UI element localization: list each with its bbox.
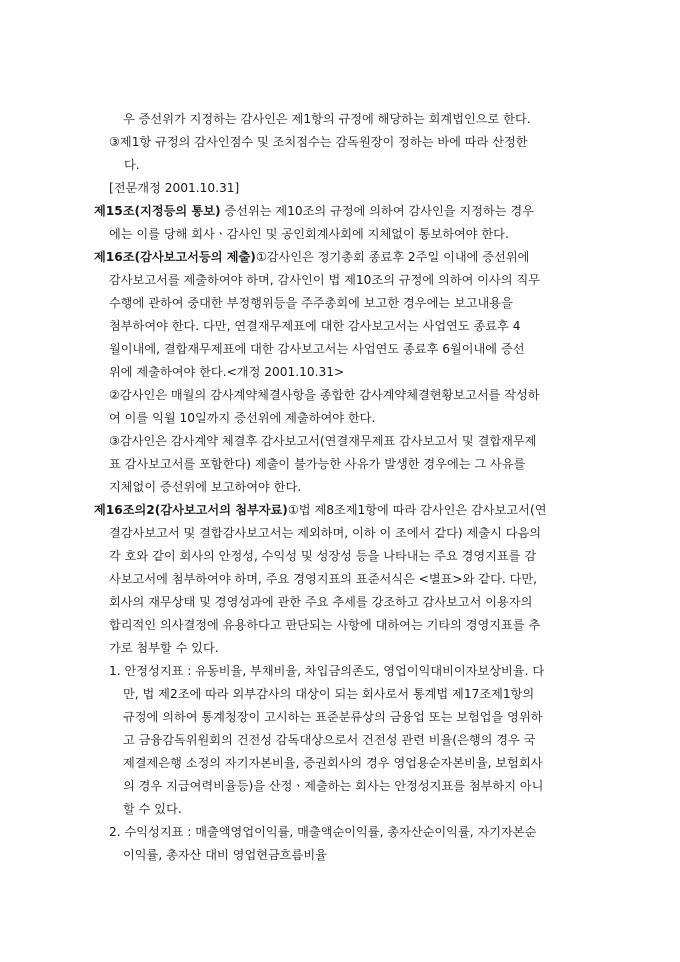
article-15-heading: 제15조(지정등의 통보) [94,204,221,218]
article-15-line [94,203,534,219]
text-line: ③감사인은 감사계약 체결후 감사보고서(연결재무제표 감사보고서 및 결합재무제 [109,434,537,448]
text-line: 수행에 관하여 중대한 부정행위등을 주주총회에 보고한 경우에는 보고내용을 [109,296,513,310]
text-line: 여 이를 익월 10일까지 증선위에 제출하여야 한다. [109,411,376,425]
text-line: 할 수 있다. [123,802,182,816]
text-line: 제결제은행 소정의 자기자본비율, 증권회사의 경우 영업용순자본비율, 보험회사 [123,756,543,770]
list-item: 1. 안정성지표 : 유동비율, 부채비율, 차입금의존도, 영업이익대비이자보상비율. 다 [109,664,545,678]
amendment-note: [전문개정 2001.10.31] [109,181,240,195]
text-line: 월이내에, 결합재무제표에 대한 감사보고서는 사업연도 종료후 6월이내에 증선 [109,342,525,356]
text-line: 가로 첨부할 수 있다. [109,641,219,655]
article-16-heading: 제16조(감사보고서등의 제출) [94,250,256,264]
article-16-2-line [94,502,546,518]
text-line: ③제1항 규정의 감사인점수 및 조치점수는 감독원장이 정하는 바에 따라 산정한 [109,135,528,149]
text-line: 첨부하여야 한다. 다만, 연결재무제표에 대한 감사보고서는 사업연도 종료후 4 [109,319,521,333]
text-line: 사보고서에 첨부하여야 하며, 주요 경영지표의 표준서식은 <별표>와 같다. 다만, [109,572,538,586]
list-item: 2. 수익성지표 : 매출액영업이익률, 매출액순이익률, 총자산순이익률, 자기자본순 [109,825,537,839]
text-line: 이익률, 총자산 대비 영업현금흐름비율 [123,848,327,862]
article-16-2-heading: 제16조의2(감사보고서의 첨부자료) [94,503,288,517]
text-line: 감사보고서를 제출하여야 하며, 감사인이 법 제10조의 규정에 의하여 이사의 직무 [109,273,540,287]
text-line: 각 호와 같이 회사의 안정성, 수익성 및 성장성 등을 나타내는 주요 경영지표를 감 [109,549,537,563]
text-line: 고 금융감독위원회의 건전성 감독대상으로서 건전성 관련 비율(은행의 경우 국 [123,733,536,747]
text-line: ②감사인은 매월의 감사계약체결사항을 종합한 감사계약체결현황보고서를 작성하 [109,388,540,402]
text-line: 표 감사보고서를 포함한다) 제출이 불가능한 사유가 발생한 경우에는 그 사유를 [109,457,526,471]
text-line: 에는 이를 당해 회사ㆍ감사인 및 공인회계사회에 지체없이 통보하여야 한다. [109,227,509,241]
text-line: 지체없이 증선위에 보고하여야 한다. [109,480,302,494]
text-line: 규정에 의하여 통계청장이 고시하는 표준분류상의 금융업 또는 보험업을 영위하 [123,710,543,724]
text-line: 우 증선위가 지정하는 감사인은 제1항의 규정에 해당하는 회계법인으로 한다. [123,112,531,126]
text-line: 다. [124,158,140,172]
text-line: 증선위는 제10조의 규정에 의하여 감사인을 지정하는 경우 [220,204,534,218]
text-line: 회사의 재무상태 및 경영성과에 관한 주요 추세를 강조하고 감사보고서 이용자의 [109,595,533,609]
text-line: 결감사보고서 및 결합감사보고서는 제외하며, 이하 이 조에서 같다) 제출시 다음의 [109,526,542,540]
text-line: ①감사인은 정기총회 종료후 2주일 이내에 증선위에 [255,250,530,264]
text-line: 합리적인 의사결정에 유용하다고 판단되는 사항에 대하여는 기타의 경영지표를 추 [109,618,541,632]
article-16-line [94,249,529,265]
text-line: ①법 제8조제1항에 따라 감사인은 감사보고서(연 [287,503,547,517]
text-line: 위에 제출하여야 한다.<개정 2001.10.31> [109,365,345,379]
text-line: 의 경우 지급여력비율등)을 산정ㆍ제출하는 회사는 안정성지표를 첨부하지 아니 [123,779,544,793]
text-line: 만, 법 제2조에 따라 외부감사의 대상이 되는 회사로서 통계법 제17조제1항의 [123,687,535,701]
